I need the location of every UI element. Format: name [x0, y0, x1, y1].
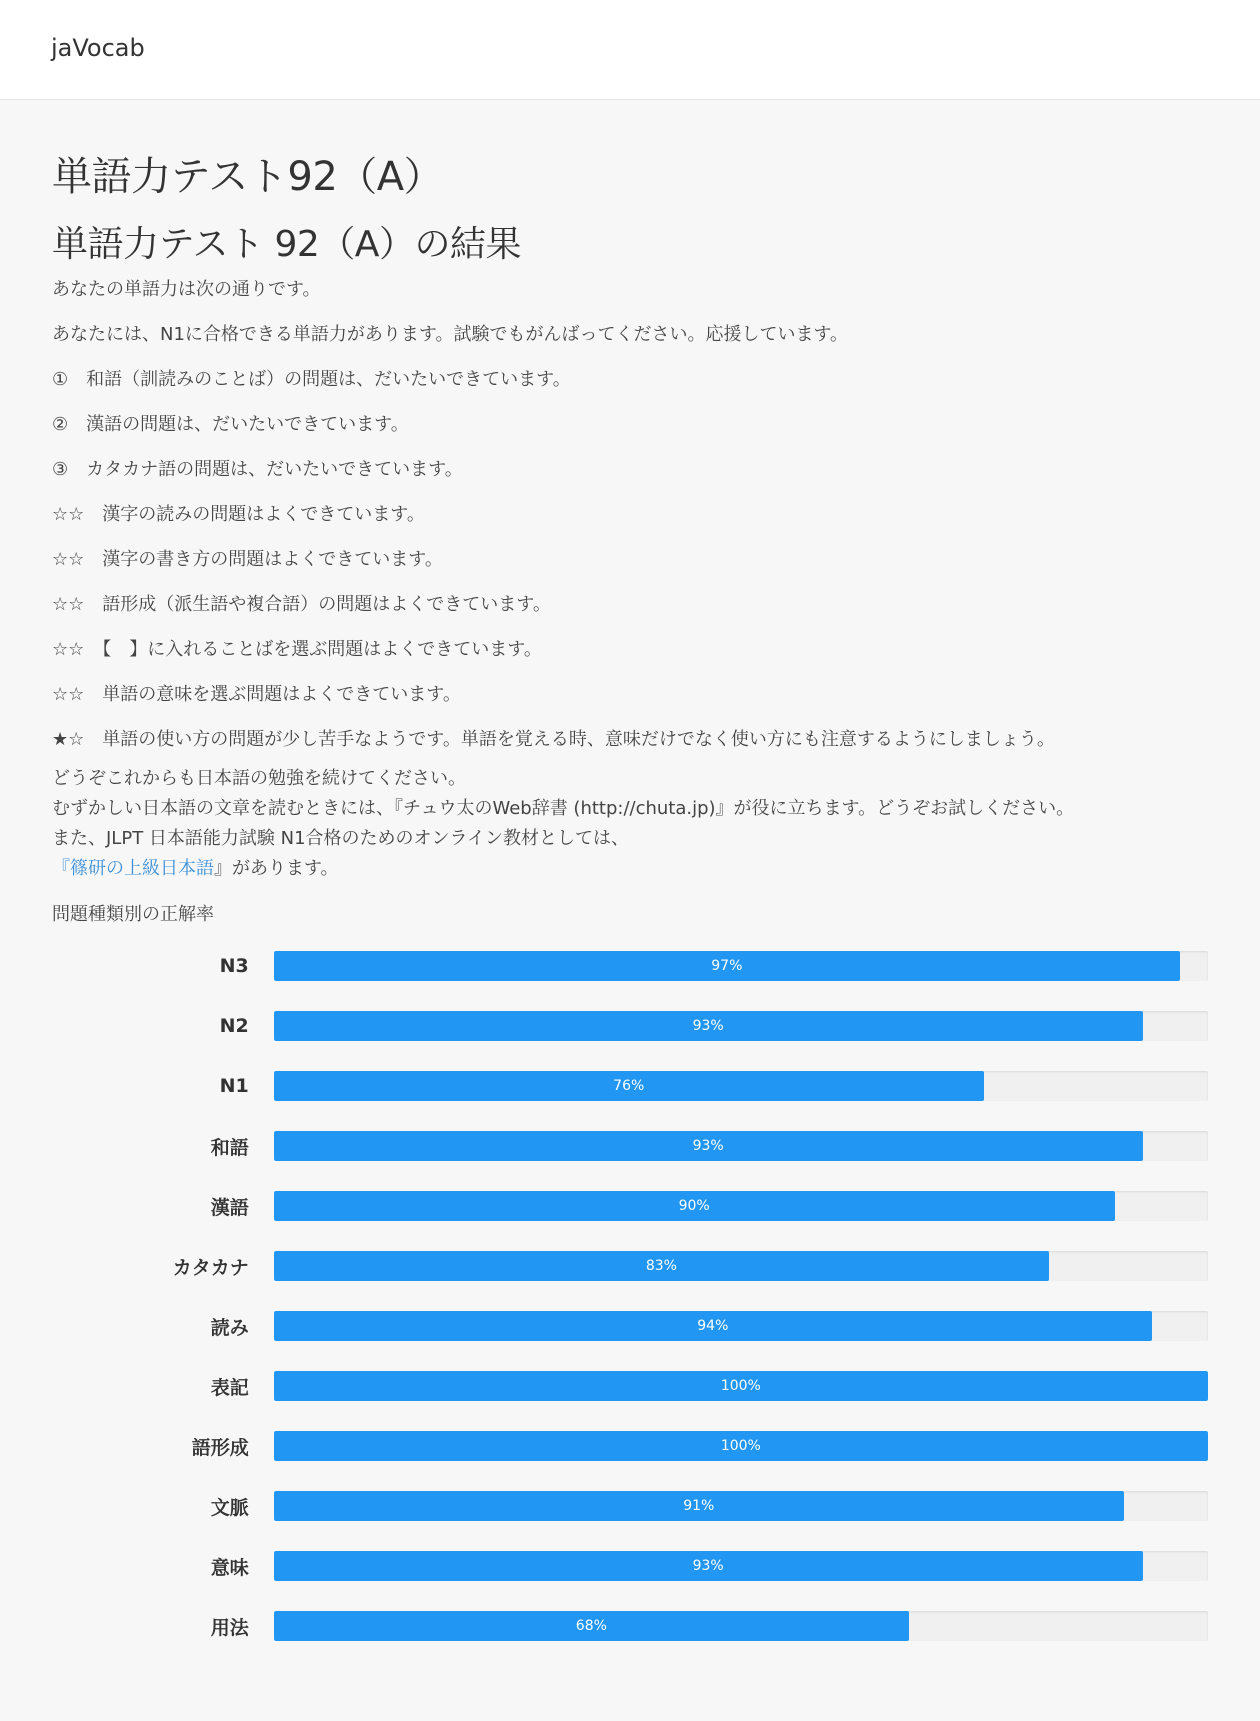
bar-category-label: N3	[219, 955, 249, 977]
chart-row	[52, 1236, 1208, 1296]
page-title: 単語力テスト92（A）	[52, 154, 444, 200]
book-suffix: 』があります。	[214, 858, 339, 879]
progress-bar: 83%	[274, 1251, 1049, 1281]
progress-bar: 100%	[274, 1431, 1208, 1461]
navbar	[0, 0, 1260, 100]
result-line: ☆☆ 漢字の読みの問題はよくできています。	[52, 504, 425, 525]
progress-track	[274, 951, 1208, 981]
bar-category-label: 和語	[210, 1136, 249, 1159]
bar-category-label: 読み	[210, 1316, 249, 1339]
chart-row	[52, 1536, 1208, 1596]
bar-category-label: 表記	[210, 1376, 249, 1399]
progress-bar: 97%	[274, 951, 1180, 981]
progress-track	[274, 1191, 1208, 1221]
bar-category-label: 文脈	[210, 1496, 249, 1519]
result-heading: 単語力テスト 92（A）の結果	[52, 224, 521, 265]
progress-bar: 100%	[274, 1371, 1208, 1401]
result-line: ③ カタカナ語の問題は、だいたいできています。	[52, 459, 463, 480]
progress-track	[274, 1551, 1208, 1581]
result-line: ☆☆ 語形成（派生語や複合語）の問題はよくできています。	[52, 594, 551, 615]
result-line: ★☆ 単語の使い方の問題が少し苦手なようです。単語を覚える時、意味だけでなく使い方にも注意するようにしましょう。	[52, 729, 1055, 750]
book-line	[52, 854, 1208, 884]
progress-bar: 93%	[274, 1551, 1143, 1581]
bar-category-label: 語形成	[191, 1436, 249, 1459]
chart-row	[52, 1596, 1208, 1656]
chart-row	[52, 1356, 1208, 1416]
main-content	[0, 100, 1260, 1656]
progress-track	[274, 1491, 1208, 1521]
progress-bar: 91%	[274, 1491, 1124, 1521]
bar-category-label: 用法	[210, 1616, 249, 1639]
progress-track	[274, 1371, 1208, 1401]
bar-category-label: N1	[219, 1075, 249, 1097]
accuracy-chart	[52, 936, 1208, 1656]
result-line: ☆☆ 漢字の書き方の問題はよくできています。	[52, 549, 443, 570]
progress-bar: 94%	[274, 1311, 1152, 1341]
result-line: ① 和語（訓読みのことば）の問題は、だいたいできています。	[52, 369, 571, 390]
chart-row	[52, 1416, 1208, 1476]
result-lines	[52, 267, 1208, 762]
book-link[interactable]: 篠研の上級日本語	[70, 858, 214, 879]
chart-row	[52, 1116, 1208, 1176]
progress-bar: 76%	[274, 1071, 984, 1101]
result-line: ☆☆ 単語の意味を選ぶ問題はよくできています。	[52, 684, 461, 705]
progress-track	[274, 1611, 1208, 1641]
bar-category-label: 漢語	[210, 1196, 249, 1219]
bar-category-label: N2	[219, 1015, 249, 1037]
chart-row	[52, 1176, 1208, 1236]
progress-bar: 93%	[274, 1131, 1143, 1161]
chart-row	[52, 996, 1208, 1056]
bar-category-label: 意味	[210, 1556, 249, 1579]
progress-track	[274, 1011, 1208, 1041]
result-line: ☆☆ 【 】に入れることばを選ぶ問題はよくできています。	[52, 639, 542, 660]
result-line: ② 漢語の問題は、だいたいできています。	[52, 414, 409, 435]
chart-row	[52, 1056, 1208, 1116]
bar-category-label: カタカナ	[172, 1256, 249, 1279]
progress-track	[274, 1131, 1208, 1161]
brand-link[interactable]: jaVocab	[51, 34, 145, 62]
progress-bar: 68%	[274, 1611, 909, 1641]
closing-line: どうぞこれからも日本語の勉強を続けてください。	[52, 768, 466, 789]
progress-bar: 93%	[274, 1011, 1143, 1041]
book-open-bracket: 『	[52, 858, 70, 879]
chart-row	[52, 1296, 1208, 1356]
progress-track	[274, 1311, 1208, 1341]
progress-track	[274, 1251, 1208, 1281]
progress-track	[274, 1071, 1208, 1101]
closing-message	[52, 764, 1208, 884]
result-line: あなたには、N1に合格できる単語力があります。試験でもがんばってください。応援しています。	[52, 324, 849, 345]
progress-track	[274, 1431, 1208, 1461]
chart-row	[52, 1476, 1208, 1536]
closing-line: むずかしい日本語の文章を読むときには、『チュウ太のWeb辞書 (http://chuta.jp)』が役に立ちます。どうぞお試しください。	[52, 798, 1075, 819]
progress-bar: 90%	[274, 1191, 1115, 1221]
closing-line: また、JLPT 日本語能力試験 N1合格のためのオンライン教材としては、	[52, 828, 630, 849]
chart-row	[52, 936, 1208, 996]
chart-title: 問題種類別の正解率	[52, 904, 214, 925]
result-line: あなたの単語力は次の通りです。	[52, 279, 321, 300]
